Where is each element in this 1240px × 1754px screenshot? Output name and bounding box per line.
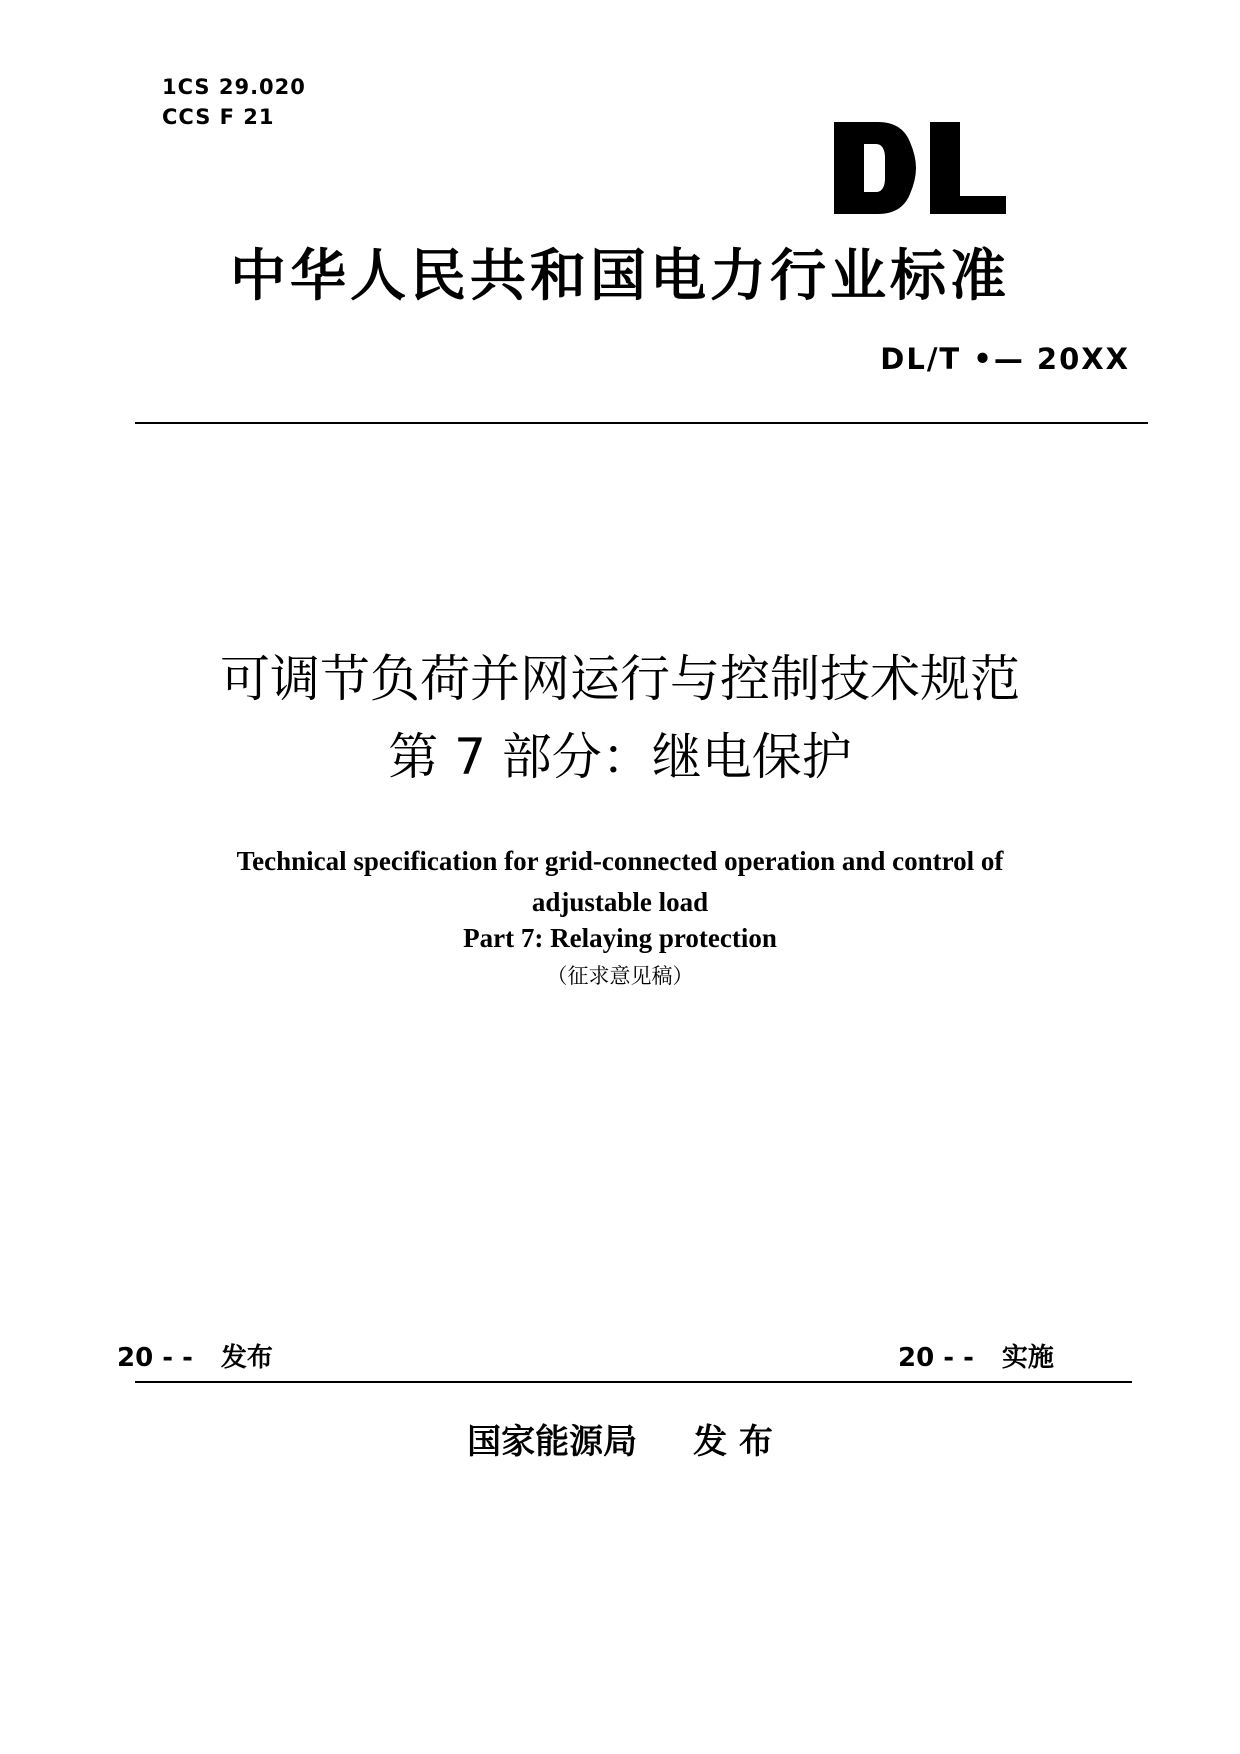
publisher-name: 国家能源局: [467, 1422, 638, 1462]
standard-number: DL/T •— 20XX: [880, 342, 1130, 376]
implement-date-line: [898, 1337, 1054, 1374]
title-en-line3: Part 7: Relaying protection: [463, 923, 777, 953]
draft-note: （征求意见稿）: [546, 964, 694, 988]
ccs-code: CCS F 21: [162, 105, 275, 129]
top-divider: [135, 422, 1148, 424]
bottom-divider: [135, 1381, 1132, 1383]
standard-heading: 中华人民共和国电力行业标准: [230, 243, 1010, 309]
implement-label: 实施: [1001, 1343, 1054, 1373]
title-en-line2: adjustable load: [531, 887, 709, 917]
title-cn-line1: 可调节负荷并网运行与控制技术规范: [220, 650, 1020, 708]
title-cn-line2: 第 7 部分：继电保护: [388, 728, 852, 786]
title-en-line1: Technical specification for grid-connected operation and control of: [236, 846, 1004, 876]
classification-codes: [162, 72, 306, 132]
issue-label: 发布: [220, 1343, 273, 1373]
ics-code: 1CS 29.020: [162, 75, 306, 99]
issue-date: 20 - -: [117, 1343, 193, 1373]
publisher-action: 发 布: [693, 1422, 773, 1462]
issue-date-line: [117, 1337, 273, 1374]
publisher-line: [0, 1414, 1240, 1463]
implement-date: 20 - -: [898, 1343, 974, 1373]
dl-logo: [832, 118, 1008, 218]
